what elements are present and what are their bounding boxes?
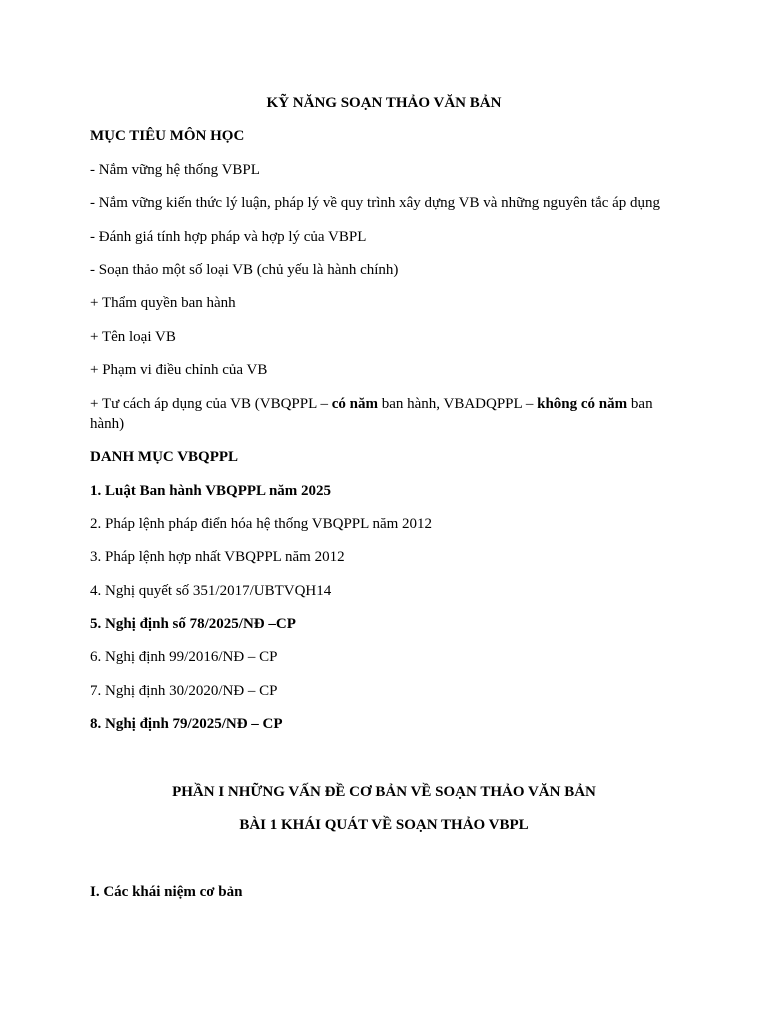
scope-paragraph	[90, 394, 680, 434]
list-item: 6. Nghị định 99/2016/NĐ – CP	[90, 649, 278, 665]
objective-item: - Nắm vững kiến thức lý luận, pháp lý về quy trình xây dựng VB và những nguyên tắc áp dụng	[90, 195, 661, 211]
scope-text: + Tư cách áp dụng của VB (VBQPPL –	[90, 396, 332, 412]
objective-item: - Nắm vững hệ thống VBPL	[90, 162, 260, 178]
objective-item: + Tên loại VB	[90, 329, 176, 345]
document-title: KỸ NĂNG SOẠN THẢO VĂN BẢN	[266, 95, 502, 111]
section-heading: I. Các khái niệm cơ bản	[90, 884, 243, 900]
objective-item: - Soạn thảo một số loại VB (chủ yếu là hành chính)	[90, 262, 399, 278]
scope-emphasis: không có năm	[537, 396, 628, 412]
list-item: 4. Nghị quyết số 351/2017/UBTVQH14	[90, 583, 332, 599]
objective-item: - Đánh giá tính hợp pháp và hợp lý của VBPL	[90, 229, 367, 245]
objective-item: + Thẩm quyền ban hành	[90, 295, 236, 311]
lesson-heading: BÀI 1 KHÁI QUÁT VỀ SOẠN THẢO VBPL	[239, 817, 529, 833]
list-heading: DANH MỤC VBQPPL	[90, 449, 239, 465]
list-item: 1. Luật Ban hành VBQPPL năm 2025	[90, 483, 332, 499]
objectives-heading: MỤC TIÊU MÔN HỌC	[90, 128, 245, 144]
list-item: 3. Pháp lệnh hợp nhất VBQPPL năm 2012	[90, 549, 345, 565]
objective-item: + Phạm vi điều chỉnh của VB	[90, 362, 268, 378]
scope-emphasis: có năm	[331, 396, 378, 412]
list-item: 7. Nghị định 30/2020/NĐ – CP	[90, 683, 278, 699]
scope-text: ban hành, VBADQPPL –	[377, 396, 538, 412]
part-heading: PHẦN I NHỮNG VẤN ĐỀ CƠ BẢN VỀ SOẠN THẢO VĂN BẢN	[172, 784, 596, 800]
list-item: 5. Nghị định số 78/2025/NĐ –CP	[90, 616, 296, 632]
scope-text: ban hành)	[90, 396, 653, 432]
list-item: 8. Nghị định 79/2025/NĐ – CP	[90, 716, 283, 732]
list-item: 2. Pháp lệnh pháp điển hóa hệ thống VBQPPL năm 2012	[90, 516, 433, 532]
